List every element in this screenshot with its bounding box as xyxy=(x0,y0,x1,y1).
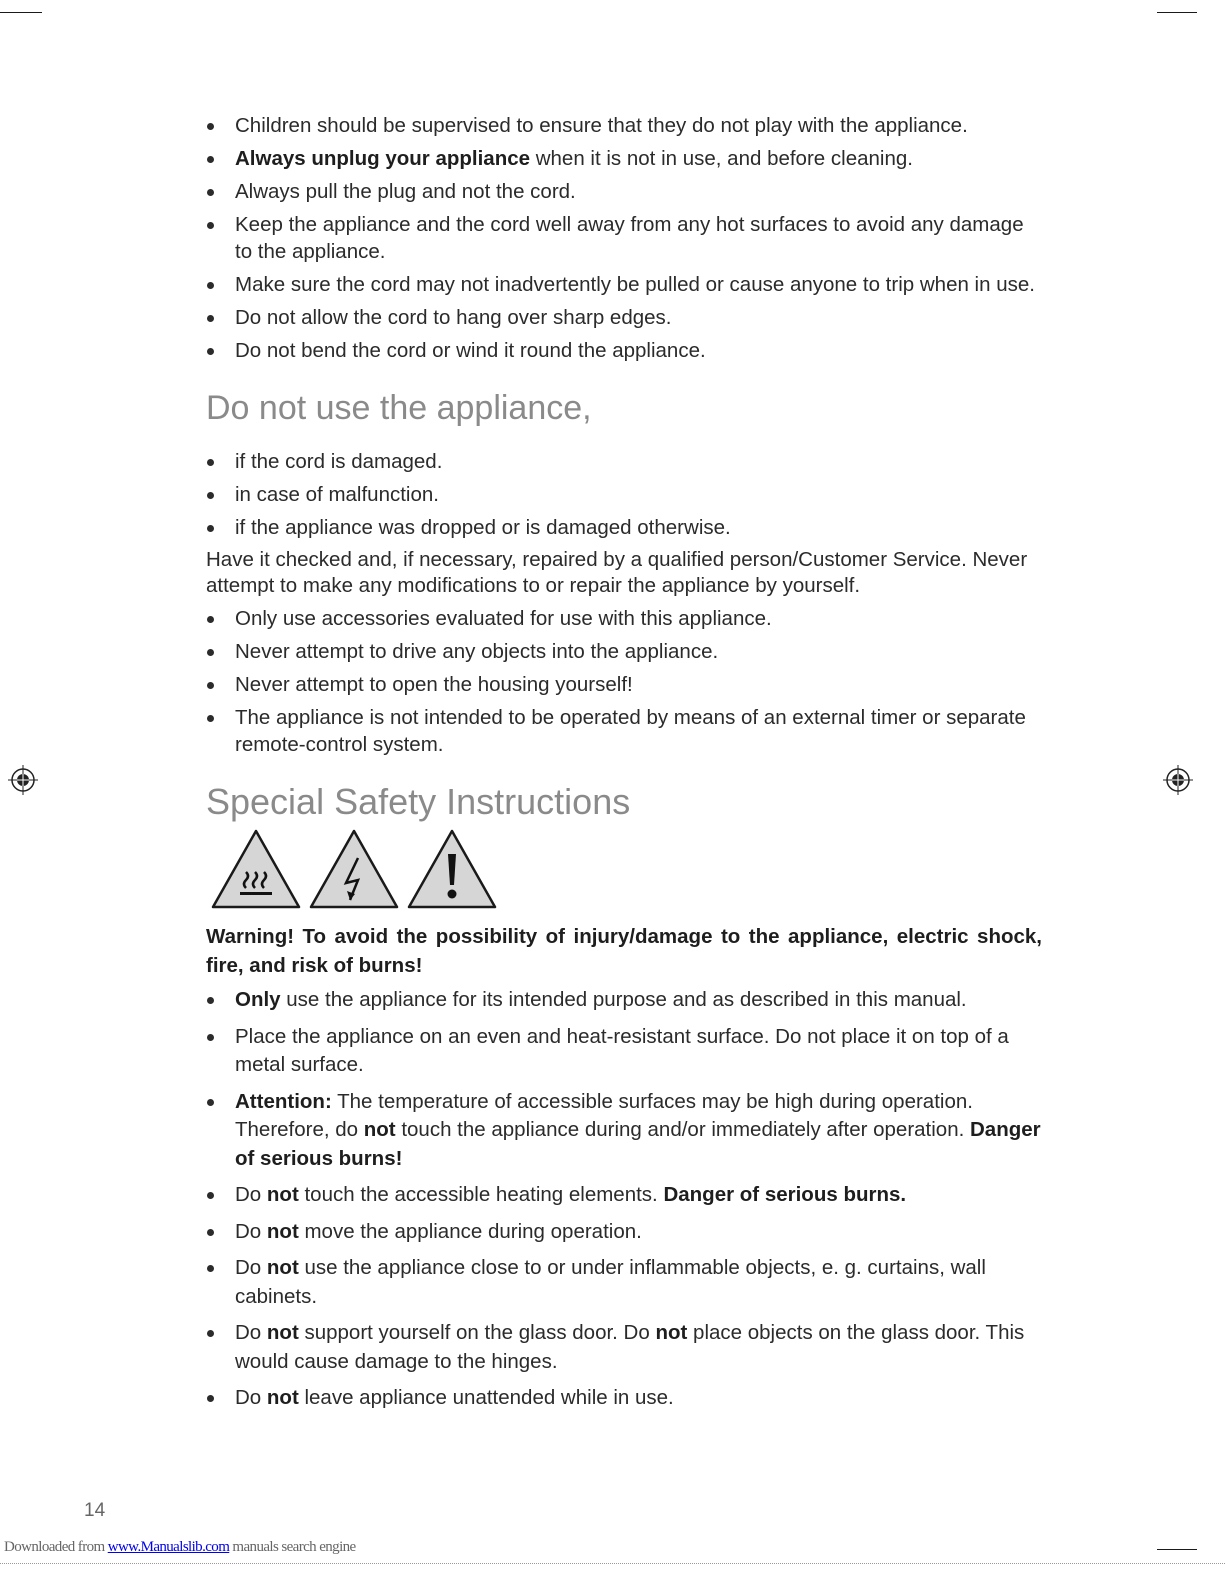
list-item xyxy=(206,271,1042,298)
bold-text: Attention: xyxy=(235,1089,332,1113)
bold-text: not xyxy=(363,1118,396,1141)
list-item xyxy=(206,337,1042,364)
footer-suffix: manuals search engine xyxy=(229,1539,356,1555)
bold-text: Always unplug your appliance xyxy=(235,147,531,170)
bold-text: not xyxy=(655,1321,688,1344)
text-segment: if the cord is damaged. xyxy=(235,450,443,473)
text-segment: touch the accessible heating elements. xyxy=(298,1183,664,1206)
crop-mark-top-left xyxy=(0,12,42,13)
text-segment: Make sure the cord may not inadvertently be pulled or cause anyone to trip when in use. xyxy=(235,273,1035,296)
text-segment: The temperature of accessible surfaces may be high during operation. Therefore, do xyxy=(235,1089,973,1141)
text-segment: place objects on the glass door. This would cause damage to the hinges. xyxy=(235,1321,1025,1373)
text-segment: use the appliance for its intended purpose and as described in this manual. xyxy=(280,988,967,1011)
text-segment: Never attempt to open the housing yourself! xyxy=(235,673,633,696)
text-segment: Do xyxy=(235,1386,267,1409)
bold-text: Only xyxy=(235,988,281,1011)
registration-mark-left-icon xyxy=(8,765,38,795)
text-segment: use the appliance close to or under inflammable objects, e. g. curtains, wall cabinets. xyxy=(235,1256,986,1308)
list-item xyxy=(206,1384,1042,1413)
text-segment: touch the appliance during and/or immediately after operation. xyxy=(395,1118,970,1141)
hot-surface-warning-icon xyxy=(210,828,302,910)
crop-mark-top-right xyxy=(1157,12,1197,13)
repair-paragraph: Have it checked and, if necessary, repaired by a qualified person/Customer Service. Never attempt to make any modifications to or repair the appliance by yourself. xyxy=(206,548,1028,597)
special-safety-list xyxy=(206,986,1042,1413)
download-footer xyxy=(4,1539,356,1556)
text-segment: Never attempt to drive any objects into the appliance. xyxy=(235,640,719,663)
general-safety-list xyxy=(206,112,1042,364)
do-not-use-list xyxy=(206,448,1042,541)
bold-text: not xyxy=(266,1321,299,1344)
registration-mark-right-icon xyxy=(1163,765,1193,795)
text-segment: Do xyxy=(235,1256,267,1279)
list-item xyxy=(206,671,1042,698)
accessories-list xyxy=(206,605,1042,758)
list-item xyxy=(206,1181,1042,1210)
warning-icons xyxy=(210,828,1042,910)
list-item xyxy=(206,145,1042,172)
general-warning-icon xyxy=(406,828,498,910)
section-heading-do-not-use: Do not use the appliance, xyxy=(206,389,592,427)
section-heading-special-safety: Special Safety Instructions xyxy=(206,781,631,822)
list-item xyxy=(206,304,1042,331)
warning-statement: Warning! To avoid the possibility of injury/damage to the appliance, electric shock, fire, and risk of burns! xyxy=(206,925,1042,977)
text-segment: Only use accessories evaluated for use with this appliance. xyxy=(235,607,772,630)
text-segment: Place the appliance on an even and heat-resistant surface. Do not place it on top of a metal surface. xyxy=(235,1024,1009,1076)
list-item xyxy=(206,1023,1042,1080)
text-segment: move the appliance during operation. xyxy=(298,1219,642,1243)
text-segment: Keep the appliance and the cord well away from any hot surfaces to avoid any damage to the appliance. xyxy=(235,213,1024,263)
text-segment: Do xyxy=(235,1219,267,1243)
list-item xyxy=(206,986,1042,1015)
list-item xyxy=(206,178,1042,205)
text-segment: Do xyxy=(235,1321,267,1344)
page-number: 14 xyxy=(84,1500,106,1521)
list-item xyxy=(206,448,1042,475)
text-segment: Do not allow the cord to hang over sharp edges. xyxy=(235,306,672,329)
text-segment: support yourself on the glass door. Do xyxy=(298,1321,656,1344)
text-segment: in case of malfunction. xyxy=(235,483,439,506)
bold-text: Danger of serious burns! xyxy=(235,1118,1041,1170)
list-item xyxy=(206,211,1042,265)
list-item xyxy=(206,704,1042,758)
bold-text: not xyxy=(266,1219,299,1243)
text-segment: Always pull the plug and not the cord. xyxy=(235,180,576,203)
text-segment: if the appliance was dropped or is damaged otherwise. xyxy=(235,516,731,539)
list-item xyxy=(206,481,1042,508)
text-segment: The appliance is not intended to be operated by means of an external timer or separate remote-control system. xyxy=(235,706,1026,756)
text-segment: Children should be supervised to ensure that they do not play with the appliance. xyxy=(235,114,968,137)
list-item xyxy=(206,1319,1042,1376)
crop-mark-bottom-right xyxy=(1157,1549,1197,1550)
text-segment: leave appliance unattended while in use. xyxy=(298,1386,674,1409)
text-segment: when it is not in use, and before cleaning. xyxy=(530,147,913,170)
bold-text: not xyxy=(266,1386,299,1409)
list-item xyxy=(206,1218,1042,1247)
text-segment: Do not bend the cord or wind it round the appliance. xyxy=(235,339,706,362)
list-item xyxy=(206,1254,1042,1311)
text-segment: Do xyxy=(235,1183,267,1206)
list-item xyxy=(206,112,1042,139)
list-item xyxy=(206,1088,1042,1174)
manualslib-link[interactable]: www.Manualslib.com xyxy=(107,1539,230,1555)
page-content xyxy=(206,112,1042,1421)
electric-shock-warning-icon xyxy=(308,828,400,910)
list-item xyxy=(206,605,1042,632)
bold-text: Danger of serious burns. xyxy=(663,1183,907,1206)
bottom-dotted-rule xyxy=(0,1563,1225,1564)
bold-text: not xyxy=(266,1256,299,1279)
list-item xyxy=(206,638,1042,665)
list-item xyxy=(206,514,1042,541)
bold-text: not xyxy=(266,1183,299,1206)
footer-prefix: Downloaded from xyxy=(4,1539,108,1555)
